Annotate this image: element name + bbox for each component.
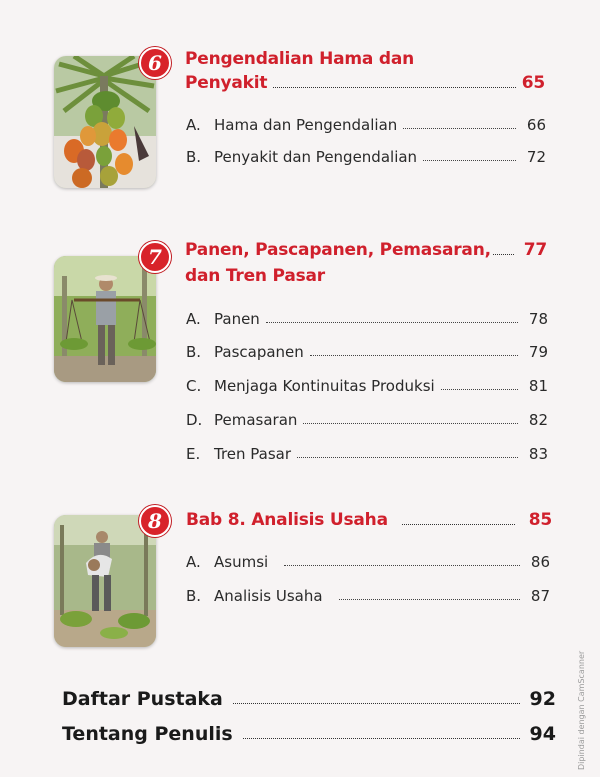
dotted-leader <box>233 703 520 704</box>
chapter-title-row[interactable] <box>185 73 545 93</box>
toc-entry[interactable] <box>186 553 550 571</box>
dotted-leader <box>403 128 516 129</box>
entry-letter: E. <box>186 445 201 463</box>
dotted-leader <box>297 457 518 458</box>
chapter-title-line: dan Tren Pasar <box>185 266 325 286</box>
entry-label: Menjaga Kontinuitas Produksi <box>214 377 435 395</box>
entry-label: Analisis Usaha <box>214 587 323 605</box>
entry-label: Asumsi <box>214 553 269 571</box>
farmers-field-image <box>54 515 156 647</box>
chapter-title-line: Bab 8. Analisis Usaha <box>186 510 388 530</box>
dotted-leader <box>284 565 520 566</box>
toc-entry[interactable] <box>186 445 548 463</box>
dotted-leader <box>441 389 518 390</box>
chapter-title-row[interactable] <box>185 240 547 260</box>
back-matter-page-number: 94 <box>529 723 556 745</box>
chapter-title-row[interactable] <box>186 510 552 530</box>
entry-letter: D. <box>186 411 203 429</box>
dotted-leader <box>493 254 514 255</box>
entry-letter: B. <box>186 148 202 166</box>
entry-page-number: 87 <box>530 587 550 605</box>
entry-label: Pemasaran <box>214 411 298 429</box>
farmer-harvest-image <box>54 256 156 382</box>
chapter-title-line: Panen, Pascapanen, Pemasaran, <box>185 240 491 260</box>
entry-page-number: 79 <box>528 343 548 361</box>
entry-page-number: 78 <box>528 310 548 328</box>
dotted-leader <box>402 524 515 525</box>
entry-letter: A. <box>186 116 201 134</box>
toc-entry[interactable] <box>186 377 548 395</box>
chapter-page-number: 85 <box>528 510 552 530</box>
dotted-leader <box>310 355 518 356</box>
toc-entry[interactable] <box>186 343 548 361</box>
entry-letter: A. <box>186 310 201 328</box>
entry-page-number: 66 <box>526 116 546 134</box>
entry-label: Penyakit dan Pengendalian <box>214 148 418 166</box>
dotted-leader <box>303 423 518 424</box>
papaya-tree-image <box>54 56 156 188</box>
chapter-page-number: 77 <box>523 240 547 260</box>
toc-entry[interactable] <box>186 411 548 429</box>
entry-page-number: 83 <box>528 445 548 463</box>
chapter-number-badge: 7 <box>139 241 171 273</box>
entry-page-number: 72 <box>526 148 546 166</box>
entry-letter: B. <box>186 343 202 361</box>
dotted-leader <box>266 322 518 323</box>
entry-label: Tren Pasar <box>214 445 292 463</box>
dotted-leader <box>243 738 520 739</box>
dotted-leader <box>273 87 515 88</box>
dotted-leader <box>339 599 520 600</box>
entry-page-number: 82 <box>528 411 548 429</box>
toc-entry[interactable] <box>186 310 548 328</box>
entry-page-number: 86 <box>530 553 550 571</box>
entry-label: Panen <box>214 310 260 328</box>
entry-letter: C. <box>186 377 202 395</box>
entry-label: Pascapanen <box>214 343 304 361</box>
back-matter-page-number: 92 <box>529 688 556 710</box>
back-matter-label: Tentang Penulis <box>62 723 233 745</box>
toc-entry[interactable] <box>186 116 546 134</box>
scanner-watermark: Dipindai dengan CamScanner <box>577 650 586 770</box>
chapter-number-badge: 8 <box>139 505 171 537</box>
entry-letter: A. <box>186 553 201 571</box>
entry-page-number: 81 <box>528 377 548 395</box>
chapter-title-line: Penyakit <box>185 73 268 93</box>
back-matter-entry[interactable] <box>62 723 556 745</box>
toc-entry[interactable] <box>186 148 546 166</box>
back-matter-entry[interactable] <box>62 688 556 710</box>
entry-label: Hama dan Pengendalian <box>214 116 398 134</box>
chapter-title-line: Pengendalian Hama dan <box>185 49 415 69</box>
dotted-leader <box>423 160 516 161</box>
entry-letter: B. <box>186 587 202 605</box>
back-matter-label: Daftar Pustaka <box>62 688 223 710</box>
chapter-number-badge: 6 <box>139 47 171 79</box>
toc-entry[interactable] <box>186 587 550 605</box>
chapter-page-number: 65 <box>521 73 545 93</box>
